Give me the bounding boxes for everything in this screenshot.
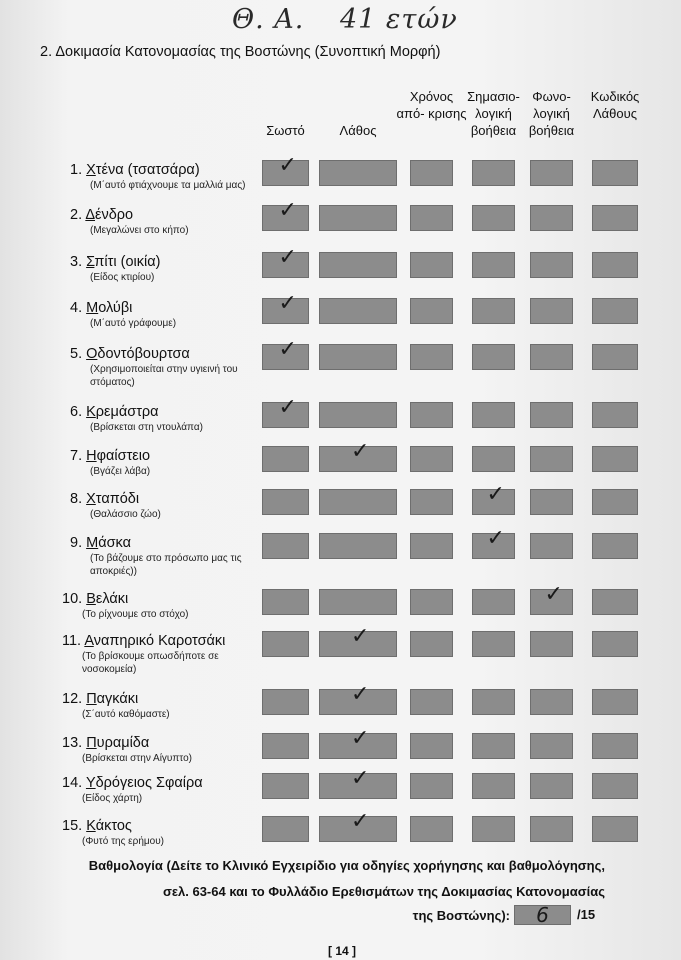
item-hint: (Βρίσκεται στην Αίγυπτο) xyxy=(82,753,192,764)
cell-response-time[interactable] xyxy=(410,589,453,615)
item-word-rest: άκτος xyxy=(95,818,132,834)
list-item xyxy=(70,300,260,330)
cell-semantic-cue[interactable] xyxy=(472,689,515,715)
cell-error-code[interactable] xyxy=(592,631,638,657)
cell-phonemic-cue[interactable] xyxy=(530,631,573,657)
item-first-letter: Μ xyxy=(86,300,99,316)
cell-semantic-cue[interactable] xyxy=(472,631,515,657)
cell-semantic-cue[interactable] xyxy=(472,402,515,428)
checkmark-icon: ✓ xyxy=(278,337,297,362)
cell-response-time[interactable] xyxy=(410,402,453,428)
column-header-phonemic-cue: Φωνο- λογική βοήθεια xyxy=(528,89,575,138)
patient-initials: Θ. Α. xyxy=(232,4,305,35)
list-item xyxy=(62,691,252,721)
cell-correct[interactable] xyxy=(262,198,309,231)
item-name xyxy=(70,535,260,551)
list-item xyxy=(62,818,252,848)
cell-response-time[interactable] xyxy=(410,489,453,515)
item-first-letter: Υ xyxy=(85,775,96,791)
item-word-rest: τένα (τσατσάρα) xyxy=(95,162,200,178)
checkmark-icon: ✓ xyxy=(278,395,297,420)
cell-error[interactable] xyxy=(319,298,397,324)
item-hint: (Μ΄αυτό φτιάχνουμε τα μαλλιά μας) xyxy=(90,180,246,191)
cell-response-time[interactable] xyxy=(410,816,453,842)
checkmark-icon: ✓ xyxy=(351,439,370,464)
item-name xyxy=(70,254,260,270)
item-word-rest: άσκα xyxy=(98,535,132,551)
cell-error[interactable] xyxy=(319,489,397,515)
item-first-letter: Σ xyxy=(86,254,95,270)
cell-error-code[interactable] xyxy=(592,773,638,799)
cell-semantic-cue[interactable] xyxy=(472,205,515,231)
checkmark-icon: ✓ xyxy=(544,582,563,607)
item-word-rest: ένδρο xyxy=(95,207,134,223)
cell-phonemic-cue[interactable] xyxy=(530,160,573,186)
column-header-correct: Σωστό xyxy=(266,123,305,138)
checkmark-icon: ✓ xyxy=(351,624,370,649)
cell-error[interactable] xyxy=(319,533,397,559)
cell-error[interactable] xyxy=(319,809,397,842)
cell-error[interactable] xyxy=(319,766,397,799)
cell-error[interactable] xyxy=(319,205,397,231)
cell-phonemic-cue[interactable] xyxy=(530,489,573,515)
cell-semantic-cue[interactable] xyxy=(472,298,515,324)
list-item xyxy=(70,448,260,478)
item-first-letter: Η xyxy=(86,448,97,464)
cell-response-time[interactable] xyxy=(410,344,453,370)
list-item xyxy=(70,404,260,434)
cell-error[interactable] xyxy=(319,726,397,759)
item-number: 13. xyxy=(62,735,87,751)
checkmark-icon: ✓ xyxy=(351,726,370,751)
cell-error-code[interactable] xyxy=(592,160,638,186)
cell-response-time[interactable] xyxy=(410,733,453,759)
cell-phonemic-cue[interactable] xyxy=(530,252,573,278)
cell-error-code[interactable] xyxy=(592,252,638,278)
checkmark-icon: ✓ xyxy=(278,153,297,178)
item-hint: (Είδος κτιρίου) xyxy=(90,272,155,283)
cell-phonemic-cue[interactable] xyxy=(530,298,573,324)
cell-error[interactable] xyxy=(319,402,397,428)
cell-phonemic-cue[interactable] xyxy=(530,344,573,370)
item-name xyxy=(62,633,252,649)
item-hint: (Θαλάσσιο ζώο) xyxy=(90,509,161,520)
cell-error-code[interactable] xyxy=(592,402,638,428)
item-number: 14. xyxy=(62,775,86,791)
column-header-response-time: Χρόνος από- κρισης xyxy=(396,89,467,121)
item-first-letter: Α xyxy=(84,633,94,649)
cell-error[interactable] xyxy=(319,624,397,657)
item-hint: (Μεγαλώνει στο κήπο) xyxy=(90,225,189,236)
item-first-letter: Χ xyxy=(86,162,96,178)
item-first-letter: Κ xyxy=(86,818,96,834)
checkmark-icon: ✓ xyxy=(278,245,297,270)
cell-response-time[interactable] xyxy=(410,631,453,657)
item-word-rest: ναπηρικό Καροτσάκι xyxy=(93,633,226,649)
section-title: 2. Δοκιμασία Κατονομασίας της Βοστώνης (Συνοπτική Μορφή) xyxy=(40,44,441,60)
item-number: 5. xyxy=(70,346,87,362)
cell-error-code[interactable] xyxy=(592,533,638,559)
item-word-rest: δοντόβουρτσα xyxy=(97,346,190,362)
cell-semantic-cue[interactable] xyxy=(472,733,515,759)
item-hint: (Μ΄αυτό γράφουμε) xyxy=(90,318,177,329)
cell-phonemic-cue[interactable] xyxy=(530,402,573,428)
item-hint: (Το βρίσκουμε οπωσδήποτε σε νοσοκομεία) xyxy=(82,651,219,675)
list-item xyxy=(62,591,252,621)
item-word-rest: πίτι (οικία) xyxy=(94,254,161,270)
checkmark-icon: ✓ xyxy=(278,198,297,223)
item-number: 9. xyxy=(70,535,87,551)
cell-response-time[interactable] xyxy=(410,446,453,472)
handwritten-patient-note xyxy=(232,4,484,35)
cell-correct[interactable] xyxy=(262,773,309,799)
list-item xyxy=(70,535,260,578)
cell-response-time[interactable] xyxy=(410,773,453,799)
item-hint: (Βρίσκεται στη ντουλάπα) xyxy=(90,422,203,433)
cell-semantic-cue[interactable] xyxy=(472,160,515,186)
cell-correct[interactable] xyxy=(262,689,309,715)
item-number: 10. xyxy=(62,591,87,607)
item-first-letter: Ο xyxy=(86,346,98,362)
item-hint: (Το βάζουμε στο πρόσωπο μας τις αποκριές)) xyxy=(90,553,242,577)
page-number: [ 14 ] xyxy=(328,944,357,958)
cell-correct[interactable] xyxy=(262,489,309,515)
item-word-rest: αγκάκι xyxy=(96,691,139,707)
cell-correct[interactable] xyxy=(262,533,309,559)
cell-error-code[interactable] xyxy=(592,205,638,231)
cell-error[interactable] xyxy=(319,439,397,472)
item-name xyxy=(70,491,260,507)
cell-response-time[interactable] xyxy=(410,252,453,278)
list-item xyxy=(70,491,260,521)
cell-error-code[interactable] xyxy=(592,446,638,472)
item-name xyxy=(70,207,260,223)
item-name xyxy=(62,735,252,751)
cell-phonemic-cue[interactable] xyxy=(530,205,573,231)
item-number: 1. xyxy=(70,162,87,178)
checkmark-icon: ✓ xyxy=(351,682,370,707)
column-header-error: Λάθος xyxy=(339,123,377,138)
cell-phonemic-cue[interactable] xyxy=(530,533,573,559)
cell-correct[interactable] xyxy=(262,245,309,278)
cell-response-time[interactable] xyxy=(410,689,453,715)
item-word-rest: υραμίδα xyxy=(96,735,150,751)
item-hint: (Χρησιμοποιείται στην υγιεινή του στόματος) xyxy=(90,364,238,388)
item-number: 4. xyxy=(70,300,87,316)
cell-correct[interactable] xyxy=(262,733,309,759)
item-number: 11. xyxy=(62,633,85,649)
item-hint: (Το ρίχνουμε στο στόχο) xyxy=(82,609,189,620)
item-word-rest: δρόγειος Σφαίρα xyxy=(95,775,203,791)
item-first-letter: Β xyxy=(86,591,96,607)
cell-response-time[interactable] xyxy=(410,298,453,324)
cell-correct[interactable] xyxy=(262,589,309,615)
cell-semantic-cue[interactable] xyxy=(472,482,515,515)
patient-age: 41 ετών xyxy=(339,4,458,35)
cell-semantic-cue[interactable] xyxy=(472,446,515,472)
item-hint: (Φυτό της ερήμου) xyxy=(82,836,165,847)
cell-semantic-cue[interactable] xyxy=(472,773,515,799)
item-number: 7. xyxy=(70,448,87,464)
scoring-line-3: της Βοστώνης): xyxy=(412,908,510,923)
cell-phonemic-cue[interactable] xyxy=(530,733,573,759)
cell-response-time[interactable] xyxy=(410,205,453,231)
cell-error-code[interactable] xyxy=(592,689,638,715)
item-number: 15. xyxy=(62,818,87,834)
cell-error-code[interactable] xyxy=(592,589,638,615)
cell-phonemic-cue[interactable] xyxy=(530,446,573,472)
checkmark-icon: ✓ xyxy=(486,526,505,551)
checkmark-icon: ✓ xyxy=(351,809,370,834)
cell-semantic-cue[interactable] xyxy=(472,252,515,278)
cell-phonemic-cue[interactable] xyxy=(530,773,573,799)
item-number: 6. xyxy=(70,404,87,420)
item-first-letter: Κ xyxy=(86,404,96,420)
item-hint: (Βγάζει λάβα) xyxy=(90,466,151,477)
item-first-letter: Δ xyxy=(85,207,96,223)
cell-phonemic-cue[interactable] xyxy=(530,689,573,715)
total-score-box[interactable]: 6 xyxy=(514,905,571,925)
item-first-letter: Π xyxy=(86,735,97,751)
item-name xyxy=(62,591,252,607)
checkmark-icon: ✓ xyxy=(486,482,505,507)
cell-semantic-cue[interactable] xyxy=(472,526,515,559)
cell-correct[interactable] xyxy=(262,337,309,370)
list-item xyxy=(70,346,260,389)
item-word-rest: ρεμάστρα xyxy=(95,404,159,420)
item-name xyxy=(62,818,252,834)
item-name xyxy=(70,404,260,420)
cell-error[interactable] xyxy=(319,682,397,715)
cell-error[interactable] xyxy=(319,344,397,370)
item-number: 2. xyxy=(70,207,86,223)
item-name xyxy=(62,691,252,707)
cell-error-code[interactable] xyxy=(592,733,638,759)
item-name xyxy=(70,300,260,316)
item-hint: (Είδος χάρτη) xyxy=(82,793,143,804)
cell-error[interactable] xyxy=(319,589,397,615)
scoring-line-2: σελ. 63-64 και το Φυλλάδιο Ερεθισμάτων της Δοκιμασίας Κατονομασίας xyxy=(162,884,605,899)
cell-error-code[interactable] xyxy=(592,489,638,515)
item-word-rest: ελάκι xyxy=(95,591,129,607)
cell-response-time[interactable] xyxy=(410,160,453,186)
list-item xyxy=(62,735,252,765)
list-item xyxy=(70,162,260,192)
item-number: 12. xyxy=(62,691,87,707)
item-hint: (Σ΄αυτό καθόμαστε) xyxy=(82,709,170,720)
checkmark-icon: ✓ xyxy=(351,766,370,791)
checkmark-icon: ✓ xyxy=(278,291,297,316)
item-word-rest: φαίστειο xyxy=(96,448,151,464)
item-first-letter: Χ xyxy=(86,491,96,507)
cell-correct[interactable] xyxy=(262,395,309,428)
cell-error[interactable] xyxy=(319,252,397,278)
cell-response-time[interactable] xyxy=(410,533,453,559)
list-item xyxy=(62,775,252,805)
item-first-letter: Π xyxy=(86,691,97,707)
cell-correct[interactable] xyxy=(262,816,309,842)
cell-correct[interactable] xyxy=(262,446,309,472)
cell-error-code[interactable] xyxy=(592,298,638,324)
item-name xyxy=(62,775,252,791)
cell-correct[interactable] xyxy=(262,291,309,324)
item-first-letter: Μ xyxy=(86,535,99,551)
list-item xyxy=(62,633,252,676)
cell-phonemic-cue[interactable] xyxy=(530,582,573,615)
cell-semantic-cue[interactable] xyxy=(472,344,515,370)
list-item xyxy=(70,254,260,284)
column-header-semantic-cue: Σημασιο- λογική βοήθεια xyxy=(467,89,520,138)
item-name xyxy=(70,346,260,362)
item-name xyxy=(70,162,260,178)
score-maximum: /15 xyxy=(577,907,596,922)
cell-semantic-cue[interactable] xyxy=(472,816,515,842)
item-number: 8. xyxy=(70,491,87,507)
column-header-error-code: Κωδικός Λάθους xyxy=(590,89,640,121)
cell-error-code[interactable] xyxy=(592,344,638,370)
cell-correct[interactable] xyxy=(262,153,309,186)
cell-error[interactable] xyxy=(319,160,397,186)
cell-error-code[interactable] xyxy=(592,816,638,842)
scoring-line-1: Βαθμολογία (Δείτε το Κλινικό Εγχειρίδιο για οδηγίες χορήγησης και βαθμολόγησης, xyxy=(88,858,605,873)
cell-correct[interactable] xyxy=(262,631,309,657)
item-word-rest: ολύβι xyxy=(98,300,133,316)
list-item xyxy=(70,207,260,237)
cell-phonemic-cue[interactable] xyxy=(530,816,573,842)
item-word-rest: ταπόδι xyxy=(95,491,140,507)
item-name xyxy=(70,448,260,464)
cell-semantic-cue[interactable] xyxy=(472,589,515,615)
item-number: 3. xyxy=(70,254,87,270)
